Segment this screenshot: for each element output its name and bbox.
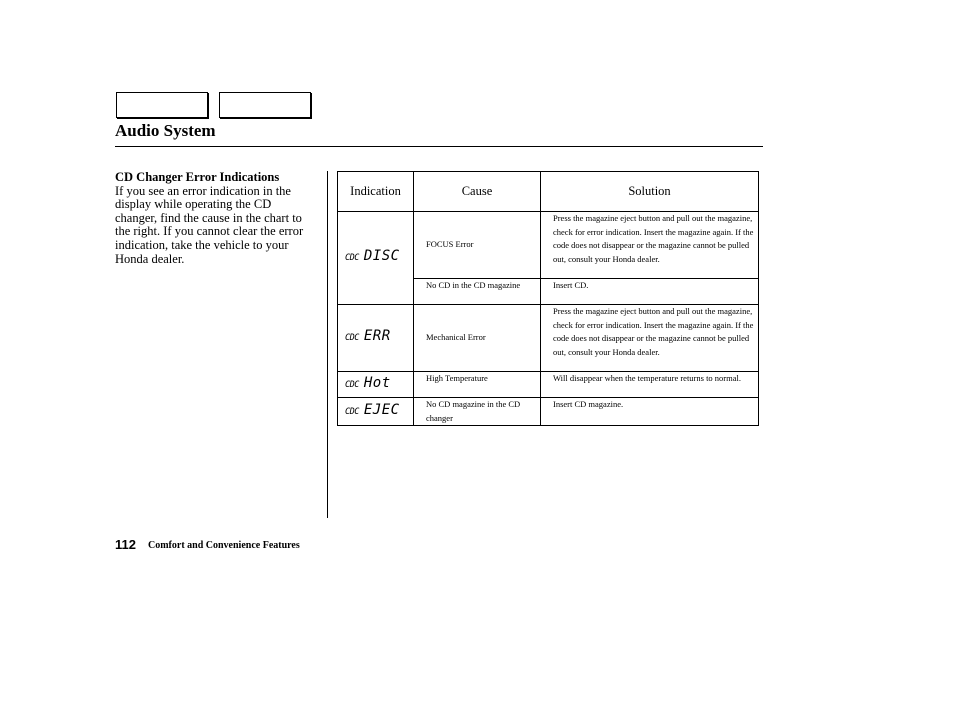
indication-cell [338,212,414,305]
solution-cell: Will disappear when the temperature returns to normal. [541,372,759,398]
solution-cell: Insert CD. [541,279,759,305]
column-header-cause: Cause [414,172,541,212]
display-code-text: Hot [363,374,391,391]
column-header-indication: Indication [338,172,414,212]
table-row [338,212,759,279]
intro-heading: CD Changer Error Indications [115,170,280,184]
solution-cell: Insert CD magazine. [541,398,759,426]
intro-column [115,171,315,266]
nav-tab-blank-2 [219,92,311,118]
footer-chapter-title: Comfort and Convenience Features [148,540,300,551]
cause-cell: Mechanical Error [414,305,541,372]
column-divider [327,171,328,518]
display-code-text: EJEC [363,401,400,418]
table-row [338,372,759,398]
error-indication-table [337,171,759,426]
cause-cell: FOCUS Error [414,212,541,279]
table-row [338,398,759,426]
page-number: 112 [115,537,136,552]
solution-cell: Press the magazine eject button and pull out the magazine, check for error indication. Insert the magazine again. If the code does not disappear or the magazine cannot be pulled out, consult your Honda dealer. [541,305,759,372]
display-code-prefix: CDC [345,406,359,417]
cause-cell: No CD in the CD magazine [414,279,541,305]
solution-cell: Press the magazine eject button and pull out the magazine, check for error indication. Insert the magazine again. If the code does not disappear or the magazine cannot be pulled out, consult your Honda dealer. [541,212,759,279]
display-code [345,330,391,346]
indication-cell [338,398,414,426]
display-code [345,250,400,266]
display-code-text: DISC [363,248,400,265]
display-code-prefix: CDC [345,333,359,344]
cause-cell: High Temperature [414,372,541,398]
table-row [338,305,759,372]
table-header-row [338,172,759,212]
indication-cell [338,372,414,398]
display-code [345,374,391,393]
display-code-text: ERR [363,328,391,345]
indication-cell [338,305,414,372]
display-code [345,401,400,420]
column-header-solution: Solution [541,172,759,212]
nav-tab-blank-1 [116,92,208,118]
display-code-prefix: CDC [345,253,359,264]
section-title: Audio System [115,121,216,140]
intro-body: If you see an error indication in the display while operating the CD changer, find the cause in the chart to the right. If you cannot clear the error indication, take the vehicle to your Honda dealer. [115,183,304,266]
display-code-prefix: CDC [345,379,359,390]
cause-cell: No CD magazine in the CD changer [414,398,541,426]
title-rule [115,146,763,147]
